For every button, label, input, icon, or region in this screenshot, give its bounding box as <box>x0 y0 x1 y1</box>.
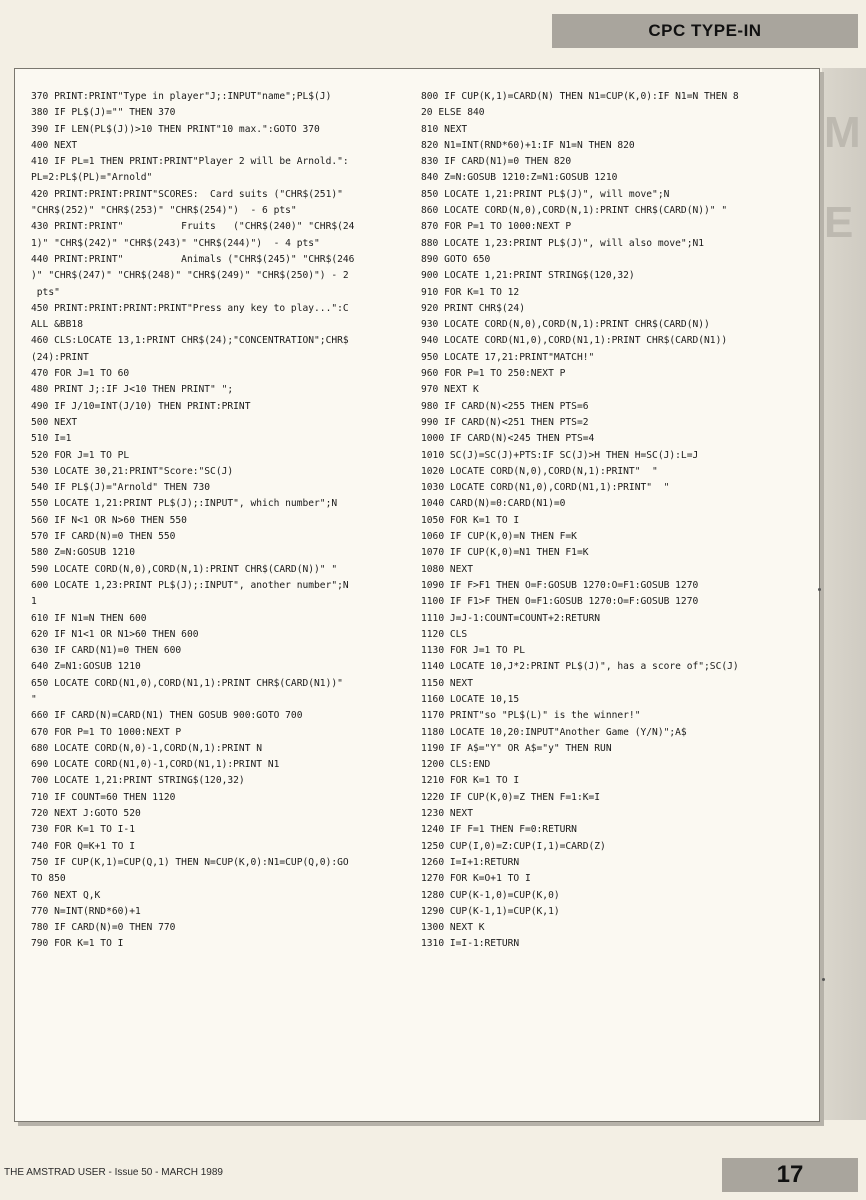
code-line: "CHR$(252)" "CHR$(253)" "CHR$(254)") - 6 pts" <box>31 205 297 217</box>
code-line: 1180 LOCATE 10,20:INPUT"Another Game (Y/N)";A$ <box>421 726 687 738</box>
code-line: 370 PRINT:PRINT"Type in player"J;:INPUT"name";PL$(J) <box>31 91 332 102</box>
code-line: 800 IF CUP(K,1)=CARD(N) THEN N1=CUP(K,0):IF N1=N THEN 8 <box>421 91 739 102</box>
code-line: PL=2:PL$(PL)="Arnold" <box>31 172 153 184</box>
code-line: " <box>31 693 37 705</box>
code-line: 830 IF CARD(N1)=0 THEN 820 <box>421 156 572 168</box>
page-number-tab <box>722 1158 858 1192</box>
adjacent-page-bleed <box>822 68 866 1120</box>
code-line: 720 NEXT J:GOTO 520 <box>31 808 141 820</box>
code-line: 390 IF LEN(PL$(J))>10 THEN PRINT"10 max.":GOTO 370 <box>31 123 320 135</box>
code-line: 1)" "CHR$(242)" "CHR$(243)" "CHR$(244)") - 4 pts" <box>31 237 320 249</box>
code-line: 1250 CUP(I,0)=Z:CUP(I,1)=CARD(Z) <box>421 840 606 852</box>
code-line: 780 IF CARD(N)=0 THEN 770 <box>31 922 176 934</box>
code-line: 900 LOCATE 1,21:PRINT STRING$(120,32) <box>421 270 635 282</box>
code-line: )" "CHR$(247)" "CHR$(248)" "CHR$(249)" "CHR$(250)") - 2 <box>31 270 349 282</box>
code-line: 950 LOCATE 17,21:PRINT"MATCH!" <box>421 351 595 363</box>
page-number: 17 <box>776 1161 804 1188</box>
code-line: 1170 PRINT"so "PL$(L)" is the winner!" <box>421 710 641 722</box>
code-line: 1200 CLS:END <box>421 759 491 771</box>
code-line: 500 NEXT <box>31 416 78 428</box>
code-line: 1130 FOR J=1 TO PL <box>421 645 525 657</box>
code-line: 1 <box>31 596 37 608</box>
code-line: 990 IF CARD(N)<251 THEN PTS=2 <box>421 416 589 428</box>
code-line: TO 850 <box>31 873 66 885</box>
code-line: 490 IF J/10=INT(J/10) THEN PRINT:PRINT <box>31 400 251 412</box>
code-line: 1140 LOCATE 10,J*2:PRINT PL$(J)", has a score of";SC(J) <box>421 661 739 673</box>
code-line: 1070 IF CUP(K,0)=N1 THEN F1=K <box>421 547 589 559</box>
code-line: 430 PRINT:PRINT" Fruits ("CHR$(240)" "CHR$(24 <box>31 221 355 233</box>
code-line: 440 PRINT:PRINT" Animals ("CHR$(245)" "CHR$(246 <box>31 253 355 265</box>
code-line: 1310 I=I-1:RETURN <box>421 938 520 950</box>
code-line: 640 Z=N1:GOSUB 1210 <box>31 661 141 673</box>
code-line: 850 LOCATE 1,21:PRINT PL$(J)", will move";N <box>421 188 670 200</box>
code-line: 620 IF N1<1 OR N1>60 THEN 600 <box>31 628 199 640</box>
program-listing-box <box>14 68 820 1122</box>
code-line: 730 FOR K=1 TO I-1 <box>31 824 135 836</box>
code-line: 820 N1=INT(RND*60)+1:IF N1=N THEN 820 <box>421 139 635 151</box>
ghost-letter: M <box>824 108 861 157</box>
code-line: 810 NEXT <box>421 123 468 135</box>
ghost-letter: E <box>824 198 854 247</box>
code-line: 1230 NEXT <box>421 808 473 820</box>
code-line: pts" <box>31 286 60 298</box>
code-line: 1220 IF CUP(K,0)=Z THEN F=1:K=I <box>421 791 601 803</box>
code-line: 630 IF CARD(N1)=0 THEN 600 <box>31 645 182 657</box>
listing-column-right <box>421 89 815 953</box>
code-line: 1190 IF A$="Y" OR A$="y" THEN RUN <box>421 742 612 754</box>
code-line: 510 I=1 <box>31 433 72 445</box>
print-speck <box>822 978 825 981</box>
code-line: 580 Z=N:GOSUB 1210 <box>31 547 135 559</box>
code-line: 560 IF N<1 OR N>60 THEN 550 <box>31 514 187 526</box>
section-title: CPC TYPE-IN <box>648 21 762 40</box>
code-line: 1110 J=J-1:COUNT=COUNT+2:RETURN <box>421 612 601 624</box>
code-line: 20 ELSE 840 <box>421 107 485 119</box>
code-line: 470 FOR J=1 TO 60 <box>31 368 130 380</box>
code-line: 700 LOCATE 1,21:PRINT STRING$(120,32) <box>31 775 245 787</box>
code-line: 1260 I=I+1:RETURN <box>421 856 520 868</box>
code-line: 480 PRINT J;:IF J<10 THEN PRINT" "; <box>31 384 234 396</box>
code-line: 740 FOR Q=K+1 TO I <box>31 840 135 852</box>
code-line: 1040 CARD(N)=0:CARD(N1)=0 <box>421 498 566 510</box>
code-line: 940 LOCATE CORD(N1,0),CORD(N1,1):PRINT CHR$(CARD(N1)) <box>421 335 728 347</box>
code-line: 1120 CLS <box>421 628 468 640</box>
code-line: 1210 FOR K=1 TO I <box>421 775 520 787</box>
code-line: 520 FOR J=1 TO PL <box>31 449 130 461</box>
code-line: 1240 IF F=1 THEN F=0:RETURN <box>421 824 577 836</box>
code-line: 960 FOR P=1 TO 250:NEXT P <box>421 368 566 380</box>
code-line: ALL &BB18 <box>31 319 83 331</box>
code-line: 870 FOR P=1 TO 1000:NEXT P <box>421 221 572 233</box>
code-line: 920 PRINT CHR$(24) <box>421 302 525 314</box>
code-line: 680 LOCATE CORD(N,0)-1,CORD(N,1):PRINT N <box>31 742 263 754</box>
code-line: 530 LOCATE 30,21:PRINT"Score:"SC(J) <box>31 465 234 477</box>
section-header <box>552 14 858 48</box>
code-line: 1100 IF F1>F THEN O=F1:GOSUB 1270:O=F:GOSUB 1270 <box>421 596 699 608</box>
code-line: 1150 NEXT <box>421 677 473 689</box>
code-line: 550 LOCATE 1,21:PRINT PL$(J);:INPUT", which number";N <box>31 498 338 510</box>
code-line: 540 IF PL$(J)="Arnold" THEN 730 <box>31 482 211 494</box>
code-line: 890 GOTO 650 <box>421 253 491 265</box>
code-line: 770 N=INT(RND*60)+1 <box>31 905 141 917</box>
code-line: 840 Z=N:GOSUB 1210:Z=N1:GOSUB 1210 <box>421 172 618 184</box>
code-line: 460 CLS:LOCATE 13,1:PRINT CHR$(24);"CONCENTRATION";CHR$ <box>31 335 349 347</box>
code-line: 600 LOCATE 1,23:PRINT PL$(J);:INPUT", another number";N <box>31 579 349 591</box>
code-line: 1080 NEXT <box>421 563 473 575</box>
code-line: (24):PRINT <box>31 351 89 363</box>
print-speck <box>818 588 821 591</box>
code-line: 970 NEXT K <box>421 384 479 396</box>
code-line: 570 IF CARD(N)=0 THEN 550 <box>31 531 176 543</box>
code-line: 670 FOR P=1 TO 1000:NEXT P <box>31 726 182 738</box>
code-line: 410 IF PL=1 THEN PRINT:PRINT"Player 2 will be Arnold.": <box>31 156 349 168</box>
code-line: 1050 FOR K=1 TO I <box>421 514 520 526</box>
code-line: 910 FOR K=1 TO 12 <box>421 286 520 298</box>
listing-column-left <box>31 89 421 953</box>
footer-magazine-info: THE AMSTRAD USER - Issue 50 - MARCH 1989 <box>4 1167 223 1178</box>
code-line: 610 IF N1=N THEN 600 <box>31 612 147 624</box>
code-line: 1090 IF F>F1 THEN O=F:GOSUB 1270:O=F1:GOSUB 1270 <box>421 579 699 591</box>
code-line: 1000 IF CARD(N)<245 THEN PTS=4 <box>421 433 595 445</box>
code-line: 380 IF PL$(J)="" THEN 370 <box>31 107 176 119</box>
code-line: 450 PRINT:PRINT:PRINT:PRINT"Press any key to play...":C <box>31 302 349 314</box>
code-line: 1270 FOR K=O+1 TO I <box>421 873 531 885</box>
code-line: 1060 IF CUP(K,0)=N THEN F=K <box>421 531 577 543</box>
code-line: 660 IF CARD(N)=CARD(N1) THEN GOSUB 900:GOTO 700 <box>31 710 303 722</box>
code-line: 1300 NEXT K <box>421 922 485 934</box>
code-line: 400 NEXT <box>31 139 78 151</box>
code-line: 980 IF CARD(N)<255 THEN PTS=6 <box>421 400 589 412</box>
code-line: 760 NEXT Q,K <box>31 889 101 901</box>
code-line: 790 FOR K=1 TO I <box>31 938 124 950</box>
code-line: 880 LOCATE 1,23:PRINT PL$(J)", will also move";N1 <box>421 237 705 249</box>
code-line: 1290 CUP(K-1,1)=CUP(K,1) <box>421 905 560 917</box>
code-line: 1280 CUP(K-1,0)=CUP(K,0) <box>421 889 560 901</box>
code-line: 710 IF COUNT=60 THEN 1120 <box>31 791 176 803</box>
code-line: 750 IF CUP(K,1)=CUP(Q,1) THEN N=CUP(K,0):N1=CUP(Q,0):GO <box>31 856 349 868</box>
code-line: 1020 LOCATE CORD(N,0),CORD(N,1):PRINT" " <box>421 465 658 477</box>
code-line: 650 LOCATE CORD(N1,0),CORD(N1,1):PRINT CHR$(CARD(N1))" <box>31 677 343 689</box>
code-line: 1160 LOCATE 10,15 <box>421 693 520 705</box>
code-line: 1010 SC(J)=SC(J)+PTS:IF SC(J)>H THEN H=SC(J):L=J <box>421 449 699 461</box>
code-line: 690 LOCATE CORD(N1,0)-1,CORD(N1,1):PRINT N1 <box>31 759 280 771</box>
code-line: 1030 LOCATE CORD(N1,0),CORD(N1,1):PRINT" " <box>421 482 670 494</box>
code-line: 420 PRINT:PRINT:PRINT"SCORES: Card suits ("CHR$(251)" <box>31 188 343 200</box>
code-line: 860 LOCATE CORD(N,0),CORD(N,1):PRINT CHR$(CARD(N))" " <box>421 205 728 217</box>
code-line: 590 LOCATE CORD(N,0),CORD(N,1):PRINT CHR$(CARD(N))" " <box>31 563 338 575</box>
code-line: 930 LOCATE CORD(N,0),CORD(N,1):PRINT CHR$(CARD(N)) <box>421 319 710 331</box>
